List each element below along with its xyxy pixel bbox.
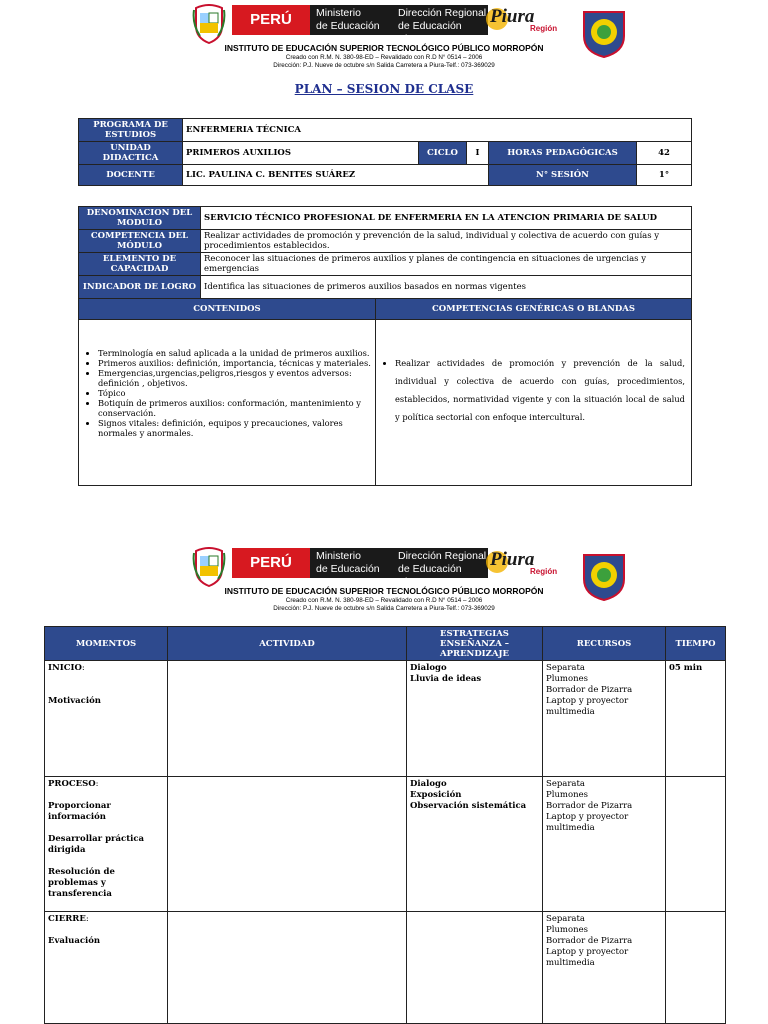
unidad-label: UNIDAD DIDACTICA (79, 142, 183, 165)
resource-item: Laptop y proyector multimedia (546, 696, 629, 717)
piura-region-text: Región (530, 24, 558, 33)
indicador-label: INDICADOR DE LOGRO (79, 276, 201, 299)
elemento-label: ELEMENTO DE CAPACIDAD (79, 253, 201, 276)
cierre-estrategias (407, 912, 543, 1024)
competencia-value: Realizar actividades de promoción y prevención de la salud, individual y colectiva de acuerdo con guías y procedimientos establecidos. (201, 230, 692, 253)
institute-name: INSTITUTO DE EDUCACIÓN SUPERIOR TECNOLÓGICO PÚBLICO MORROPÓN (224, 43, 544, 53)
proceso-estrategias (407, 777, 543, 912)
piura-region-text: Región (530, 567, 558, 576)
peru-label: PERÚ (232, 5, 310, 35)
resource-item: Plumones (546, 674, 588, 684)
cierre-label: CIERRE (48, 914, 86, 924)
denominacion-value: SERVICIO TÉCNICO PROFESIONAL DE ENFERMERIA EN LA ATENCION PRIMARIA DE SALUD (201, 207, 692, 230)
list-item: • Terminología en salud aplicada a la unidad de primeros auxilios. (98, 348, 372, 358)
address-text: Dirección: P.J. Nueve de octubre s/n Salida Carretera a Piura-Telf.: 073-369029 (273, 605, 495, 612)
resource-item: Borrador de Pizarra (546, 685, 633, 695)
proceso-sub: Resolución de problemas y transferencia (48, 867, 115, 899)
contenidos-list (82, 348, 372, 438)
contenidos-cell (79, 320, 376, 486)
competencias-header: COMPETENCIAS GENÉRICAS O BLANDAS (376, 299, 692, 320)
inicio-label: INICIO (48, 663, 82, 673)
piura-logo (490, 549, 560, 577)
resource-item: Borrador de Pizarra (546, 801, 633, 811)
ministerio-box (310, 548, 488, 588)
cierre-actividad (168, 912, 407, 1024)
inicio-sub: Motivación (48, 696, 101, 706)
piura-logo-text: Piura (490, 549, 535, 570)
inicio-cell: INICIO: Motivación (45, 661, 168, 777)
proceso-tiempo (666, 777, 726, 912)
peru-label: PERÚ (232, 548, 310, 578)
header-banner (0, 0, 768, 80)
horas-value: 42 (637, 142, 692, 165)
list-item: • Botiquín de primeros auxilios: conformación, mantenimiento y conservación. (98, 398, 372, 418)
resource-item: Borrador de Pizarra (546, 936, 633, 946)
table-row (45, 912, 726, 1024)
list-item: • Realizar actividades de promoción y prevención de la salud, individual y colectiva de acuerdo con guías, procedimientos, establecidos, normatividad vigente y con la situación local de salud y política sectorial con enfoque intercultural. (395, 354, 685, 426)
elemento-value: Reconocer las situaciones de primeros auxilios y planes de contingencia en situaciones de urgencias y emergencias (201, 253, 692, 276)
ministerio-line2: de Educación (316, 20, 380, 32)
list-item: • Tópico (98, 388, 372, 398)
strategy-item: Exposición (410, 790, 462, 800)
cierre-cell: CIERRE: Evaluación (45, 912, 168, 1024)
resource-item: Separata (546, 779, 585, 789)
momentos-header: MOMENTOS (45, 627, 168, 661)
page-title: PLAN – SESION DE CLASE (294, 82, 474, 96)
indicador-value: Identifica las situaciones de primeros auxilios basados en normas vigentes (201, 276, 692, 299)
sesion-label: N° SESIÓN (489, 165, 637, 186)
resource-item: Separata (546, 663, 585, 673)
direccion-line1: Dirección Regional (398, 550, 487, 562)
inicio-estrategias (407, 661, 543, 777)
denominacion-label: DENOMINACION DEL MODULO (79, 207, 201, 230)
competencia-label: COMPETENCIA DEL MÓDULO (79, 230, 201, 253)
info-table (78, 118, 692, 186)
peru-shield-icon (192, 4, 226, 44)
programa-value: ENFERMERIA TÉCNICA (183, 119, 692, 142)
tiempo-header: TIEMPO (666, 627, 726, 661)
proceso-label: PROCESO (48, 779, 96, 789)
piura-logo-text: Piura (490, 6, 535, 27)
piura-logo (490, 6, 560, 34)
proceso-cell: PROCESO: Proporcionar información Desarrollar práctica dirigida Resolución de problemas y transferencia (45, 777, 168, 912)
programa-label: PROGRAMA DE ESTUDIOS (79, 119, 183, 142)
resource-item: Laptop y proyector multimedia (546, 812, 629, 833)
list-item: • Signos vitales: definición, equipos y precauciones, valores normales y anormales. (98, 418, 372, 438)
competencias-list (379, 354, 685, 426)
table-row (45, 661, 726, 777)
recursos-header: RECURSOS (543, 627, 666, 661)
cierre-sub: Evaluación (48, 936, 101, 946)
address-text: Dirección: P.J. Nueve de octubre s/n Salida Carretera a Piura-Telf.: 073-369029 (273, 62, 495, 69)
resource-item: Plumones (546, 925, 588, 935)
resource-item: Plumones (546, 790, 588, 800)
list-item: • Primeros auxilios: definición, importancia, técnicas y materiales. (98, 358, 372, 368)
table-row (45, 777, 726, 912)
competencias-cell (376, 320, 692, 486)
strategy-item: Dialogo (410, 663, 447, 673)
docente-value: LIC. PAULINA C. BENITES SUÁREZ (183, 165, 489, 186)
module-table (78, 206, 692, 486)
header-banner-2 (0, 543, 768, 623)
list-item: • Emergencias,urgencias,peligros,riesgos y eventos adversos: definición , objetivos. (98, 368, 372, 388)
institute-name: INSTITUTO DE EDUCACIÓN SUPERIOR TECNOLÓGICO PÚBLICO MORROPÓN (224, 586, 544, 596)
horas-label: HORAS PEDAGÓGICAS (489, 142, 637, 165)
actividad-header: ACTIVIDAD (168, 627, 407, 661)
docente-label: DOCENTE (79, 165, 183, 186)
strategy-item: Observación sistemática (410, 801, 527, 811)
unidad-value: PRIMEROS AUXILIOS (183, 142, 419, 165)
cierre-recursos (543, 912, 666, 1024)
contenidos-header: CONTENIDOS (79, 299, 376, 320)
inicio-actividad (168, 661, 407, 777)
sesion-value: 1° (637, 165, 692, 186)
resource-item: Separata (546, 914, 585, 924)
session-table (44, 626, 726, 1024)
ministerio-line1: Ministerio (316, 550, 361, 562)
proceso-sub: Desarrollar práctica dirigida (48, 834, 145, 855)
strategy-item: Dialogo (410, 779, 447, 789)
peru-shield-icon (192, 547, 226, 587)
strategy-item: Lluvia de ideas (410, 674, 482, 684)
ministerio-line2: de Educación (316, 563, 380, 575)
direccion-line1: Dirección Regional (398, 7, 487, 19)
ciclo-label: CICLO (419, 142, 467, 165)
resource-item: Laptop y proyector multimedia (546, 947, 629, 968)
creation-text: Creado con R.M. N. 380-98-ED – Revalidado con R.D N° 0514 – 2006 (285, 597, 483, 604)
inicio-tiempo: 05 min (666, 661, 726, 777)
cierre-tiempo (666, 912, 726, 1024)
ministerio-line1: Ministerio (316, 7, 361, 19)
proceso-sub: Proporcionar información (48, 801, 111, 822)
inicio-recursos (543, 661, 666, 777)
direccion-line2: de Educación Piura (398, 563, 462, 588)
estrategias-header: ESTRATEGIAS ENSEÑANZA – APRENDIZAJE (407, 627, 543, 661)
direccion-line2: de Educación Piura (398, 20, 462, 45)
ciclo-value: I (467, 142, 489, 165)
proceso-actividad (168, 777, 407, 912)
creation-text: Creado con R.M. N. 380-98-ED – Revalidado con R.D N° 0514 – 2006 (285, 54, 483, 61)
ministerio-box (310, 5, 488, 45)
proceso-recursos (543, 777, 666, 912)
